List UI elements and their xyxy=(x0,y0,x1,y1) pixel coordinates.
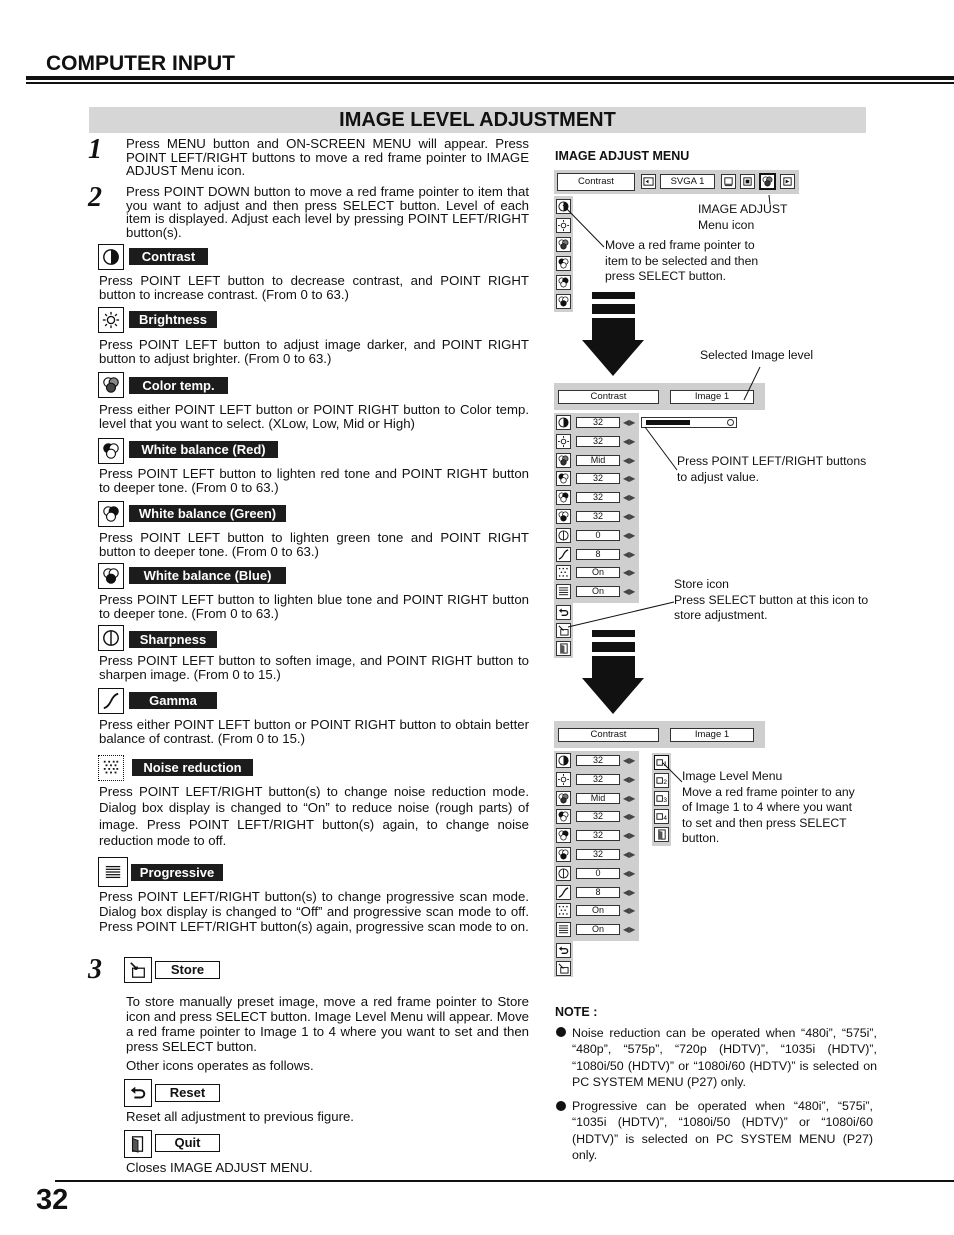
note-2: Progressive can be operated when “480i”, “575i”, “1035i (HDTV)”, “1080i/50 (HDTV)” or “1080i/60 (HDTV)” is selected on PC SYSTEM MENU (P27) only. xyxy=(572,1099,873,1162)
white-balance-red-icon[interactable] xyxy=(556,809,571,824)
white-balance-red-label: White balance (Red) xyxy=(129,441,278,458)
note-bullet-1 xyxy=(556,1027,566,1037)
value-box: 0 xyxy=(576,868,620,879)
callout-move-pointer: Move a red frame pointer to item to be selected and then press SELECT button. xyxy=(605,238,759,283)
white-balance-green-icon xyxy=(556,275,571,290)
setting-icon xyxy=(780,174,795,189)
white-balance-green-label: White balance (Green) xyxy=(129,505,286,522)
white-balance-blue-desc: Press POINT LEFT button to lighten blue tone and POINT RIGHT button to deeper tone. (From 0 to 63.) xyxy=(99,592,529,621)
gamma-icon[interactable] xyxy=(556,885,571,900)
down-arrow-1 xyxy=(582,292,644,376)
reset-icon xyxy=(124,1079,152,1107)
contrast-slider[interactable] xyxy=(641,417,737,428)
panel-2-values xyxy=(554,413,639,603)
left-right-arrows-icon[interactable]: ◀▶ xyxy=(623,906,636,916)
callout-store-icon: Store icon Press SELECT button at this icon to store adjustment. xyxy=(674,577,869,622)
value-box: 32 xyxy=(576,473,620,484)
left-right-arrows-icon[interactable]: ◀▶ xyxy=(623,812,636,822)
image-4-slot[interactable] xyxy=(654,809,669,824)
panel-3-title-bar xyxy=(554,721,765,748)
step-1-text: Press MENU button and ON-SCREEN MENU will appear. Press POINT LEFT/RIGHT buttons to move a red frame pointer to IMAGE ADJUST Menu icon. xyxy=(126,136,529,178)
value-box: 32 xyxy=(576,811,620,822)
left-right-arrows-icon[interactable]: ◀▶ xyxy=(623,774,636,784)
value-box: On xyxy=(576,567,620,578)
sharpness-icon[interactable] xyxy=(556,866,571,881)
panel-2-item-name: Contrast xyxy=(558,390,659,404)
sharpness-icon xyxy=(98,625,124,651)
left-right-arrows-icon[interactable]: ◀▶ xyxy=(623,568,636,578)
value-box: 32 xyxy=(576,755,620,766)
callout-adjust-value: Press POINT LEFT/RIGHT buttons to adjust value. xyxy=(677,454,867,484)
progressive-label: Progressive xyxy=(131,864,223,881)
panel-2-extra-icons xyxy=(554,603,573,658)
contrast-slider-fill xyxy=(646,420,690,425)
left-right-arrows-icon[interactable]: ◀▶ xyxy=(623,831,636,841)
left-right-arrows-icon[interactable]: ◀▶ xyxy=(623,850,636,859)
value-box: On xyxy=(576,905,620,916)
value-box: 32 xyxy=(576,492,620,503)
sharpness-label: Sharpness xyxy=(129,631,217,648)
white-balance-red-icon xyxy=(556,256,571,271)
color-temp-icon xyxy=(98,372,124,398)
left-right-arrows-icon[interactable]: ◀▶ xyxy=(623,493,636,503)
step-number-1: 1 xyxy=(88,134,102,165)
value-box: Mid xyxy=(576,455,620,466)
quit-icon[interactable] xyxy=(556,641,571,656)
step-number-3: 3 xyxy=(88,954,102,985)
store-label: Store xyxy=(155,961,220,979)
contrast-icon[interactable] xyxy=(556,199,571,214)
value-box: Mid xyxy=(576,793,620,804)
callout-image-adjust-icon: IMAGE ADJUST Menu icon xyxy=(698,202,788,232)
value-box: 32 xyxy=(576,511,620,522)
value-box: 32 xyxy=(576,436,620,447)
reset-label: Reset xyxy=(155,1084,220,1102)
menu-bar-selected-item: Contrast xyxy=(557,173,635,191)
left-right-arrows-icon[interactable]: ◀▶ xyxy=(623,756,636,765)
gamma-icon xyxy=(98,688,124,714)
white-balance-green-desc: Press POINT LEFT button to lighten green tone and POINT RIGHT button to deeper tone. (From 0 to 63.) xyxy=(99,530,529,559)
callout-image-level-menu: Image Level Menu Move a red frame pointer to any of Image 1 to 4 where you want to set and then press SELECT button. xyxy=(682,769,855,845)
left-right-arrows-icon[interactable]: ◀▶ xyxy=(623,418,636,427)
white-balance-blue-icon xyxy=(556,294,571,309)
value-box: On xyxy=(576,586,620,597)
image-adjust-menu-bar xyxy=(554,170,799,194)
white-balance-green-icon xyxy=(98,501,124,527)
progressive-desc: Press POINT LEFT/RIGHT button(s) to change progressive scan mode. Dialog box display is changed to “Off” and progressive scan mode to off. Press POINT LEFT/RIGHT button(s) again, progressive scan mode to on. xyxy=(99,889,529,934)
left-right-arrows-icon[interactable]: ◀▶ xyxy=(623,512,636,521)
panel-3-image-level: Image 1 xyxy=(670,728,754,742)
white-balance-green-icon[interactable] xyxy=(556,490,571,505)
white-balance-blue-icon[interactable] xyxy=(556,847,571,862)
image-adjust-menu-icon[interactable] xyxy=(759,173,776,190)
screen-icon xyxy=(721,174,736,189)
value-box: On xyxy=(576,924,620,935)
progressive-icon[interactable] xyxy=(556,922,571,937)
menu-bar-source: SVGA 1 xyxy=(660,174,715,189)
left-right-arrows-icon[interactable]: ◀▶ xyxy=(623,868,636,878)
value-box: 8 xyxy=(576,887,620,898)
brightness-icon xyxy=(556,218,571,233)
panel-2-image-level: Image 1 xyxy=(670,390,754,404)
white-balance-red-icon[interactable] xyxy=(556,471,571,486)
page-number: 32 xyxy=(36,1184,69,1216)
white-balance-red-desc: Press POINT LEFT button to lighten red tone and POINT RIGHT button to deeper tone. (From 0 to 63.) xyxy=(99,466,529,495)
quit-icon[interactable] xyxy=(654,827,669,842)
other-icons-text: Other icons operates as follows. xyxy=(126,1058,314,1073)
brightness-icon[interactable] xyxy=(556,434,571,449)
value-box: 0 xyxy=(576,530,620,541)
value-box: 8 xyxy=(576,549,620,560)
progressive-icon xyxy=(98,857,128,887)
step-number-2: 2 xyxy=(88,182,102,213)
progressive-icon[interactable] xyxy=(556,584,571,599)
left-right-arrows-icon[interactable]: ◀▶ xyxy=(623,549,636,559)
panel-3-extra-icons xyxy=(554,941,573,977)
contrast-icon[interactable] xyxy=(556,753,571,768)
white-balance-blue-icon xyxy=(98,563,124,589)
reset-icon[interactable] xyxy=(556,943,571,958)
value-box: 32 xyxy=(576,417,620,428)
panel-2-title-bar xyxy=(554,383,765,410)
menu-icon-column-1 xyxy=(554,196,573,312)
noise-reduction-icon xyxy=(98,755,124,781)
color-temp-label: Color temp. xyxy=(129,377,228,394)
image-2-slot[interactable] xyxy=(654,773,669,788)
quit-icon xyxy=(124,1130,152,1158)
callout-selected-level: Selected Image level xyxy=(700,348,814,362)
quit-desc: Closes IMAGE ADJUST MENU. xyxy=(126,1160,313,1175)
noise-reduction-label: Noise reduction xyxy=(132,759,253,776)
system-icon xyxy=(641,174,656,189)
white-balance-blue-label: White balance (Blue) xyxy=(129,567,286,584)
left-right-arrows-icon[interactable]: ◀▶ xyxy=(623,587,636,597)
sharpness-desc: Press POINT LEFT button to soften image, and POINT RIGHT button to sharpen image. (From 0 to 15.) xyxy=(99,653,529,682)
color-temp-icon[interactable] xyxy=(556,791,571,806)
page-title: IMAGE LEVEL ADJUSTMENT xyxy=(89,107,866,133)
footer-rule xyxy=(55,1180,954,1182)
left-right-arrows-icon[interactable]: ◀▶ xyxy=(623,436,636,446)
store-icon[interactable] xyxy=(556,623,571,638)
section-title: COMPUTER INPUT xyxy=(46,52,235,75)
value-box: 32 xyxy=(576,774,620,785)
brightness-label: Brightness xyxy=(129,311,217,328)
note-1: Noise reduction can be operated when “480i”, “575i”, “480p”, “575p”, “720p (HDTV)”, “1035i (HDTV)”, “1080i/50 (HDTV)” or “1080i/60 (HDTV)” is selected on PC SYSTEM MENU (P27) only. xyxy=(572,1026,877,1089)
brightness-icon[interactable] xyxy=(556,772,571,787)
step-2-text: Press POINT DOWN button to move a red frame pointer to item that you want to adjust and then press SELECT button. Level of each item is displayed. Adjust each level by pressing POINT LEFT/RIGHT button(s). xyxy=(126,184,529,240)
white-balance-green-icon[interactable] xyxy=(556,828,571,843)
svg-text:1: 1 xyxy=(663,761,667,768)
contrast-icon[interactable] xyxy=(556,415,571,430)
left-right-arrows-icon[interactable]: ◀▶ xyxy=(623,474,636,484)
value-box: 32 xyxy=(576,849,620,860)
store-icon xyxy=(124,957,152,983)
contrast-icon xyxy=(98,244,124,270)
brightness-desc: Press POINT LEFT button to adjust image darker, and POINT RIGHT button to adjust brighter. (From 0 to 63.) xyxy=(99,337,529,366)
left-right-arrows-icon[interactable]: ◀▶ xyxy=(623,887,636,897)
store-icon[interactable] xyxy=(556,961,571,976)
image-3-slot[interactable] xyxy=(654,791,669,806)
reset-icon[interactable] xyxy=(556,605,571,620)
sharpness-icon[interactable] xyxy=(556,528,571,543)
left-right-arrows-icon[interactable]: ◀▶ xyxy=(623,793,636,803)
color-temp-icon[interactable] xyxy=(556,453,571,468)
svg-text:2: 2 xyxy=(663,779,667,786)
note-title: NOTE : xyxy=(555,1005,598,1019)
color-temp-icon xyxy=(556,237,571,252)
image-1-slot[interactable] xyxy=(654,755,669,770)
contrast-label: Contrast xyxy=(129,248,208,265)
down-arrow-2 xyxy=(582,630,644,714)
reset-desc: Reset all adjustment to previous figure. xyxy=(126,1109,354,1124)
panel-3-item-name: Contrast xyxy=(558,728,659,742)
brightness-icon xyxy=(98,307,124,333)
left-right-arrows-icon[interactable]: ◀▶ xyxy=(623,925,636,935)
header-rule xyxy=(26,76,954,80)
svg-text:3: 3 xyxy=(663,797,667,804)
gamma-label: Gamma xyxy=(129,692,217,709)
noise-reduction-icon[interactable] xyxy=(556,565,571,580)
left-right-arrows-icon[interactable]: ◀▶ xyxy=(623,455,636,465)
quit-label: Quit xyxy=(155,1134,220,1152)
panel-3-values xyxy=(554,751,639,941)
svg-text:4: 4 xyxy=(663,815,667,822)
contrast-desc: Press POINT LEFT button to decrease contrast, and POINT RIGHT button to increase contrast. (From 0 to 63.) xyxy=(99,273,529,302)
noise-reduction-icon[interactable] xyxy=(556,903,571,918)
pc-adjust-icon xyxy=(740,174,755,189)
image-adjust-menu-title: IMAGE ADJUST MENU xyxy=(555,149,690,163)
white-balance-blue-icon[interactable] xyxy=(556,509,571,524)
left-right-arrows-icon[interactable]: ◀▶ xyxy=(623,530,636,540)
color-temp-desc: Press either POINT LEFT button or POINT RIGHT button to Color temp. level that you want to select. (XLow, Low, Mid or High) xyxy=(99,402,529,431)
gamma-desc: Press either POINT LEFT button or POINT RIGHT button to obtain better balance of contrast. (From 0 to 15.) xyxy=(99,717,529,746)
value-box: 32 xyxy=(576,830,620,841)
note-bullet-2 xyxy=(556,1101,566,1111)
white-balance-red-icon xyxy=(98,438,124,464)
image-level-menu xyxy=(652,753,671,846)
store-desc: To store manually preset image, move a red frame pointer to Store icon and press SELECT button. Image Level Menu will appear. Move a red frame pointer to Image 1 to 4 where you want to set and then press SELECT button. xyxy=(126,994,529,1054)
gamma-icon[interactable] xyxy=(556,547,571,562)
noise-reduction-desc: Press POINT LEFT/RIGHT button(s) to change noise reduction mode. Dialog box display is changed to “On” to reduce noise (rough parts) of image. Press POINT LEFT/RIGHT button(s) again, to change noise reduction mode to off. xyxy=(99,784,529,848)
header-rule-thin xyxy=(26,82,954,84)
slider-end-knob xyxy=(727,419,734,426)
